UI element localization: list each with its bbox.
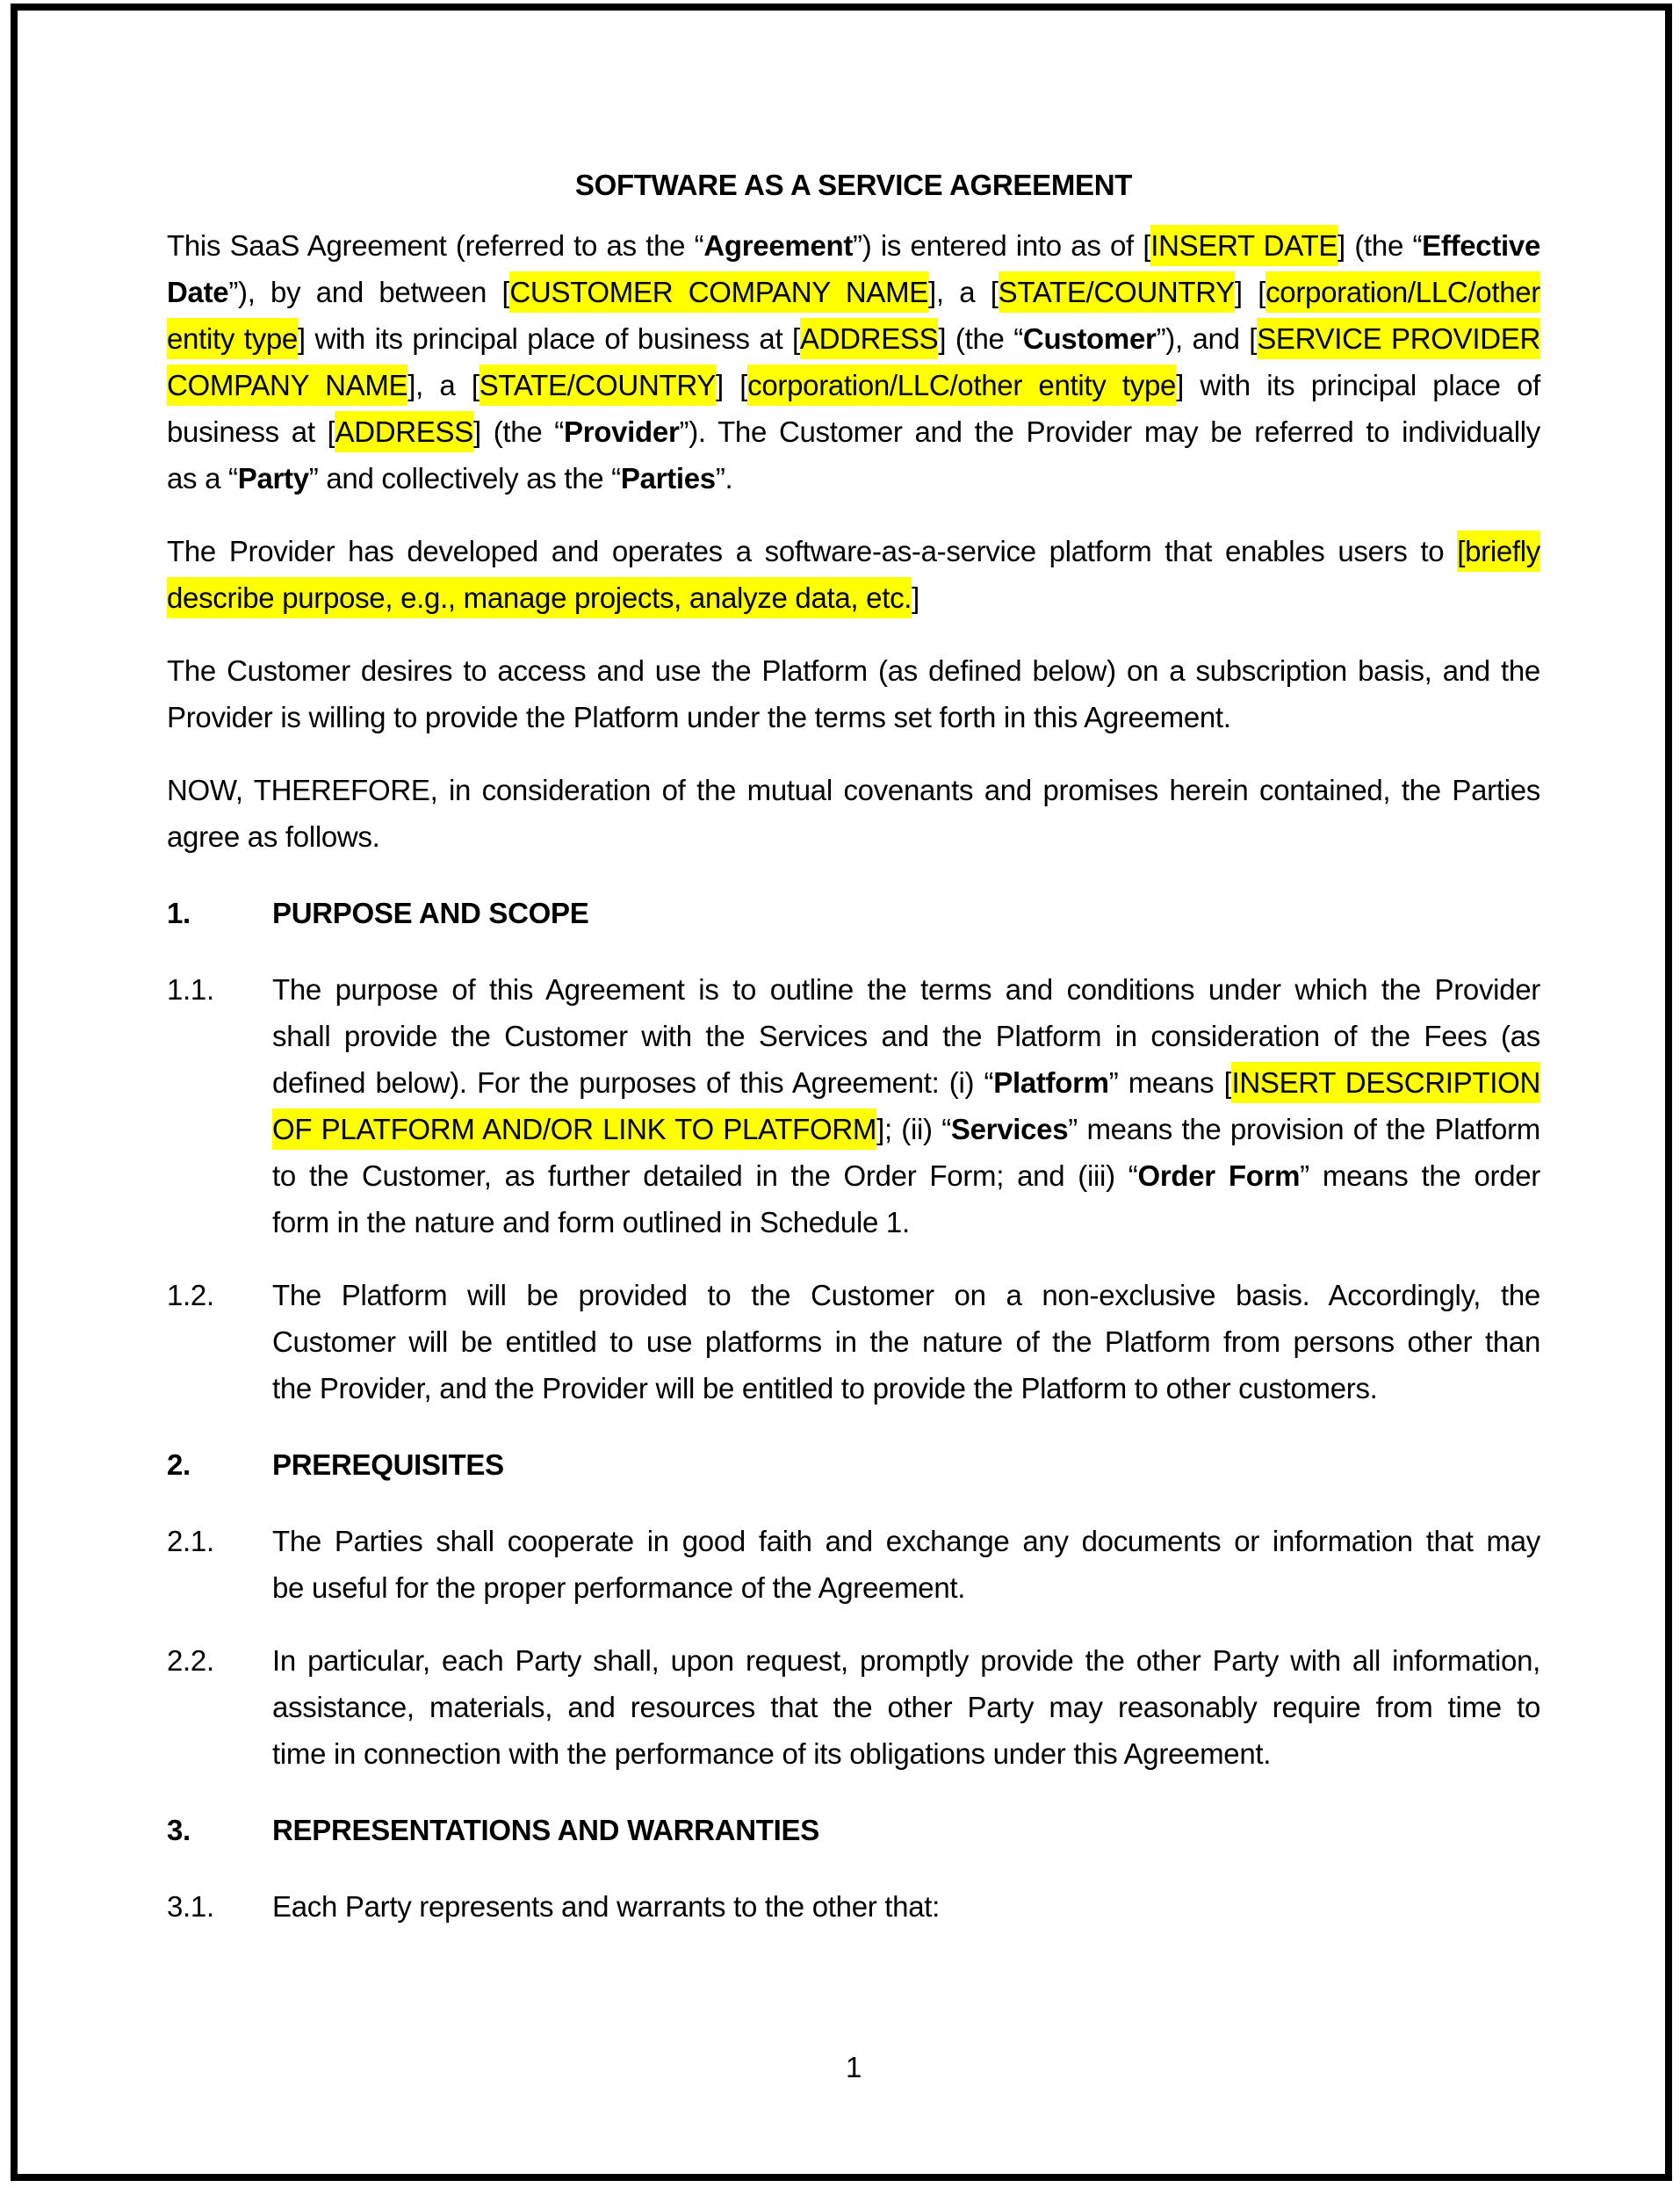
text-line — [272, 966, 1540, 1013]
text-line — [272, 1730, 1540, 1777]
text-segment: This SaaS Agreement (referred to as the “ — [167, 229, 704, 262]
text-segment: Agreement — [703, 229, 854, 262]
text-segment: assistance, materials, and resources that the other Party may reasonably require from time to — [272, 1691, 1540, 1723]
text-segment: Date — [167, 276, 229, 308]
clause-number: 2.1. — [167, 1525, 214, 1557]
text-line — [167, 767, 1540, 813]
text-segment: business at [ — [167, 415, 335, 448]
text-segment: ] [ — [1234, 276, 1266, 308]
page-number: 1 — [845, 2051, 862, 2083]
text-segment: ” means [ — [1108, 1066, 1232, 1099]
highlighted-placeholder: ADDRESS — [800, 318, 938, 359]
text-line — [272, 1637, 1540, 1684]
text-segment: Provider is willing to provide the Platform under the terms set forth in this Agreement. — [167, 701, 1231, 733]
text-segment: ” means the provision of the Platform — [1068, 1113, 1540, 1145]
text-segment: Platform — [993, 1066, 1109, 1099]
text-segment: ], a [ — [928, 276, 999, 308]
highlighted-placeholder: describe purpose, e.g., manage projects, analyze data, etc. — [167, 577, 912, 618]
highlighted-placeholder: INSERT DATE — [1150, 225, 1338, 266]
text-segment: Customer will be entitled to use platforms in the nature of the Platform from persons other than — [272, 1325, 1540, 1358]
text-segment: Parties — [620, 462, 716, 495]
text-line — [167, 315, 1540, 362]
text-line — [167, 408, 1540, 455]
highlighted-placeholder: STATE/COUNTRY — [999, 271, 1235, 313]
text-segment: NOW, THEREFORE, in consideration of the mutual covenants and promises herein contained, the Parties — [167, 774, 1540, 806]
paragraph — [167, 222, 1540, 502]
highlighted-placeholder: INSERT DESCRIPTION — [1231, 1062, 1540, 1103]
text-line — [167, 455, 1540, 502]
highlighted-placeholder: STATE/COUNTRY — [479, 365, 716, 406]
highlighted-placeholder: CUSTOMER COMPANY NAME — [509, 271, 928, 313]
text-line — [272, 1883, 1540, 1930]
highlighted-placeholder: corporation/LLC/other — [1265, 271, 1540, 313]
text-segment: ” and collectively as the “ — [308, 462, 621, 495]
text-line — [272, 1318, 1540, 1365]
text-segment: Customer — [1022, 322, 1157, 355]
text-segment: ] [ — [716, 369, 748, 401]
text-segment: The Customer desires to access and use the Platform (as defined below) on a subscription basis, and the — [167, 654, 1540, 687]
text-segment: Party — [237, 462, 309, 495]
paragraph — [167, 647, 1540, 740]
text-line — [272, 1365, 1540, 1411]
text-segment: ]; (ii) “ — [876, 1113, 951, 1145]
text-segment: ] (the “ — [1338, 229, 1423, 262]
numbered-clause — [167, 1518, 1540, 1611]
text-segment: Order Form — [1137, 1159, 1301, 1192]
section-number: 1. — [167, 897, 191, 929]
text-line — [167, 694, 1540, 740]
text-segment: the Provider, and the Provider will be entitled to provide the Platform to other customers. — [272, 1372, 1378, 1404]
text-segment: Services — [950, 1113, 1069, 1145]
text-segment: ”), and [ — [1156, 322, 1258, 355]
text-line — [272, 1106, 1540, 1152]
paragraph — [167, 767, 1540, 860]
text-line — [167, 647, 1540, 694]
highlighted-placeholder: [briefly — [1457, 531, 1540, 572]
text-line — [272, 1059, 1540, 1106]
text-line — [167, 813, 1540, 860]
text-segment: be useful for the proper performance of the Agreement. — [272, 1571, 966, 1604]
text-segment: ”). The Customer and the Provider may be referred to individually — [679, 415, 1540, 448]
text-line — [167, 528, 1540, 574]
page-border — [11, 4, 1672, 2181]
highlighted-placeholder: ADDRESS — [335, 411, 472, 452]
section-heading — [167, 1441, 1540, 1488]
text-segment: ”), by and between [ — [228, 276, 510, 308]
paragraph — [167, 528, 1540, 621]
numbered-clause — [167, 1637, 1540, 1777]
text-line — [167, 362, 1540, 408]
text-segment: as a “ — [167, 462, 238, 495]
numbered-clause — [167, 966, 1540, 1245]
text-line — [272, 1564, 1540, 1611]
text-line — [167, 574, 1540, 621]
text-line — [272, 1518, 1540, 1564]
text-segment: ] (the “ — [938, 322, 1023, 355]
text-segment: ] (the “ — [472, 415, 564, 448]
document-title: SOFTWARE AS A SERVICE AGREEMENT — [574, 169, 1133, 201]
highlighted-placeholder: SERVICE PROVIDER — [1257, 318, 1540, 359]
text-segment: ] with its principal place of business at [ — [297, 322, 800, 355]
text-segment: to the Customer, as further detailed in the Order Form; and (iii) “ — [272, 1159, 1138, 1192]
text-segment: The Parties shall cooperate in good faith and exchange any documents or information that may — [272, 1525, 1540, 1557]
document-blocks — [167, 222, 1540, 1930]
numbered-clause — [167, 1883, 1540, 1930]
clause-number: 3.1. — [167, 1890, 214, 1923]
numbered-clause — [167, 1272, 1540, 1411]
text-segment: In particular, each Party shall, upon request, promptly provide the other Party with all information, — [272, 1644, 1540, 1677]
text-segment: ] — [912, 581, 920, 614]
text-line — [272, 1152, 1540, 1199]
section-title-text: PURPOSE AND SCOPE — [272, 897, 589, 929]
text-segment: form in the nature and form outlined in Schedule 1. — [272, 1206, 910, 1238]
section-heading — [167, 1807, 1540, 1853]
document-content — [18, 11, 1665, 2174]
text-segment: ”. — [715, 462, 733, 495]
clause-number: 1.1. — [167, 973, 214, 1006]
text-segment: ”) is entered into as of [ — [853, 229, 1151, 262]
text-segment: agree as follows. — [167, 820, 380, 853]
text-line — [272, 1684, 1540, 1730]
section-title-text: PREREQUISITES — [272, 1448, 504, 1481]
text-line — [272, 1013, 1540, 1059]
section-heading — [167, 890, 1540, 936]
clause-number: 2.2. — [167, 1644, 214, 1677]
text-line — [167, 269, 1540, 315]
text-line — [272, 1199, 1540, 1245]
text-segment: The purpose of this Agreement is to outline the terms and conditions under which the Provider — [272, 973, 1540, 1006]
text-line — [167, 222, 1540, 269]
text-segment: Each Party represents and warrants to the other that: — [272, 1890, 941, 1923]
text-segment: The Provider has developed and operates a software-as-a-service platform that enables users to — [167, 535, 1458, 567]
highlighted-placeholder: OF PLATFORM AND/OR LINK TO PLATFORM — [272, 1108, 876, 1150]
text-segment: ] with its principal place of — [1176, 369, 1541, 401]
text-segment: The Platform will be provided to the Customer on a non-exclusive basis. Accordingly, the — [272, 1279, 1540, 1311]
text-segment: defined below). For the purposes of this Agreement: (i) “ — [272, 1066, 994, 1099]
highlighted-placeholder: COMPANY NAME — [167, 365, 407, 406]
text-segment: time in connection with the performance of its obligations under this Agreement. — [272, 1737, 1272, 1770]
section-title-text: REPRESENTATIONS AND WARRANTIES — [272, 1814, 819, 1846]
section-number: 2. — [167, 1448, 191, 1481]
clause-number: 1.2. — [167, 1279, 214, 1311]
text-segment: Effective — [1422, 229, 1540, 262]
highlighted-placeholder: entity type — [167, 318, 298, 359]
section-number: 3. — [167, 1814, 191, 1846]
text-line — [272, 1272, 1540, 1318]
text-segment: Provider — [564, 415, 680, 448]
text-segment: shall provide the Customer with the Services and the Platform in consideration of the Fees (as — [272, 1020, 1540, 1052]
text-segment: ” means the order — [1300, 1159, 1540, 1192]
highlighted-placeholder: corporation/LLC/other entity type — [747, 365, 1176, 406]
text-segment: ], a [ — [407, 369, 479, 401]
